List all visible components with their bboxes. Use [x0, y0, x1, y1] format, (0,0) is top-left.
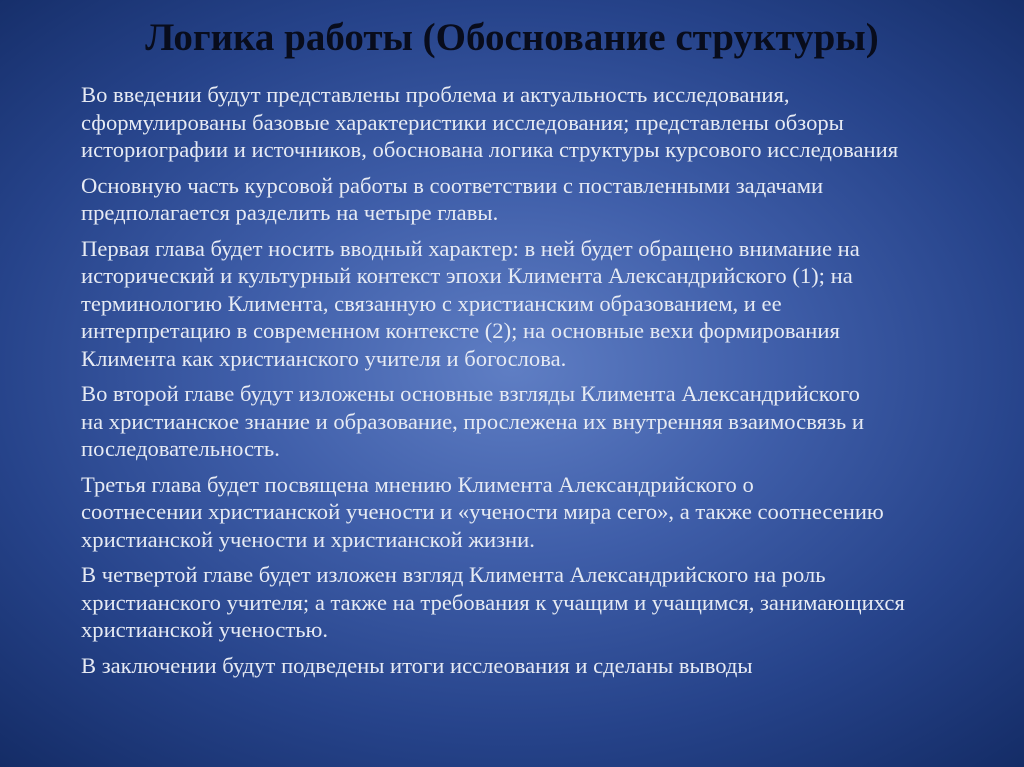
- paragraph-conclusion: [41, 652, 1001, 680]
- text-line: В четвертой главе будет изложен взгляд Климента Александрийского на роль: [81, 562, 826, 587]
- paragraph-introduction: [41, 81, 1001, 164]
- text-line: сформулированы базовые характеристики исследования; представлены обзоры: [81, 109, 844, 135]
- text-line: интерпретацию в современном контексте (2); на основные вехи формирования: [81, 318, 840, 343]
- text-line: В заключении будут подведены итоги исслеования и сделаны выводы: [81, 652, 753, 678]
- text-line: терминологию Климента, связанную с христианским образованием, и ее: [81, 290, 782, 316]
- slide-body: [41, 81, 1001, 679]
- text-line: христианской учености и христианской жизни.: [81, 526, 535, 552]
- text-line: христианского учителя; а также на требования к учащим и учащимся, занимающихся: [81, 589, 905, 615]
- text-line: Первая глава будет носить вводный характер: в ней будет обращено внимание на: [81, 235, 860, 261]
- paragraph-chapter-four: [41, 561, 1001, 644]
- paragraph-chapter-two: [41, 380, 1001, 463]
- text-line: последовательность.: [81, 436, 280, 461]
- text-line: Во введении будут представлены проблема и актуальность исследования,: [81, 82, 790, 107]
- slide-title: Логика работы (Обоснование структуры): [145, 16, 879, 59]
- text-line: Основную часть курсовой работы в соответствии с поставленными задачами: [81, 172, 824, 198]
- paragraph-chapter-three: [41, 471, 1001, 554]
- text-line: Третья глава будет посвящена мнению Климента Александрийского о: [81, 471, 754, 497]
- text-line: Климента как христианского учителя и богослова.: [81, 345, 567, 371]
- text-line: исторический и культурный контекст эпохи Климента Александрийского (1); на: [81, 263, 853, 288]
- paragraph-chapter-one: [41, 235, 1001, 373]
- text-line: предполагается разделить на четыре главы.: [81, 200, 499, 225]
- text-line: соотнесении христианской учености и «учености мира сего», а также соотнесению: [81, 499, 884, 524]
- text-line: христианской ученостью.: [81, 617, 329, 642]
- text-line: историографии и источников, обоснована логика структуры курсового исследования: [81, 137, 899, 162]
- text-line: Во второй главе будут изложены основные взгляды Климента Александрийского: [81, 381, 860, 406]
- text-line: на христианское знание и образование, прослежена их внутренняя взаимосвязь и: [81, 408, 864, 434]
- paragraph-main-part: [41, 172, 1001, 227]
